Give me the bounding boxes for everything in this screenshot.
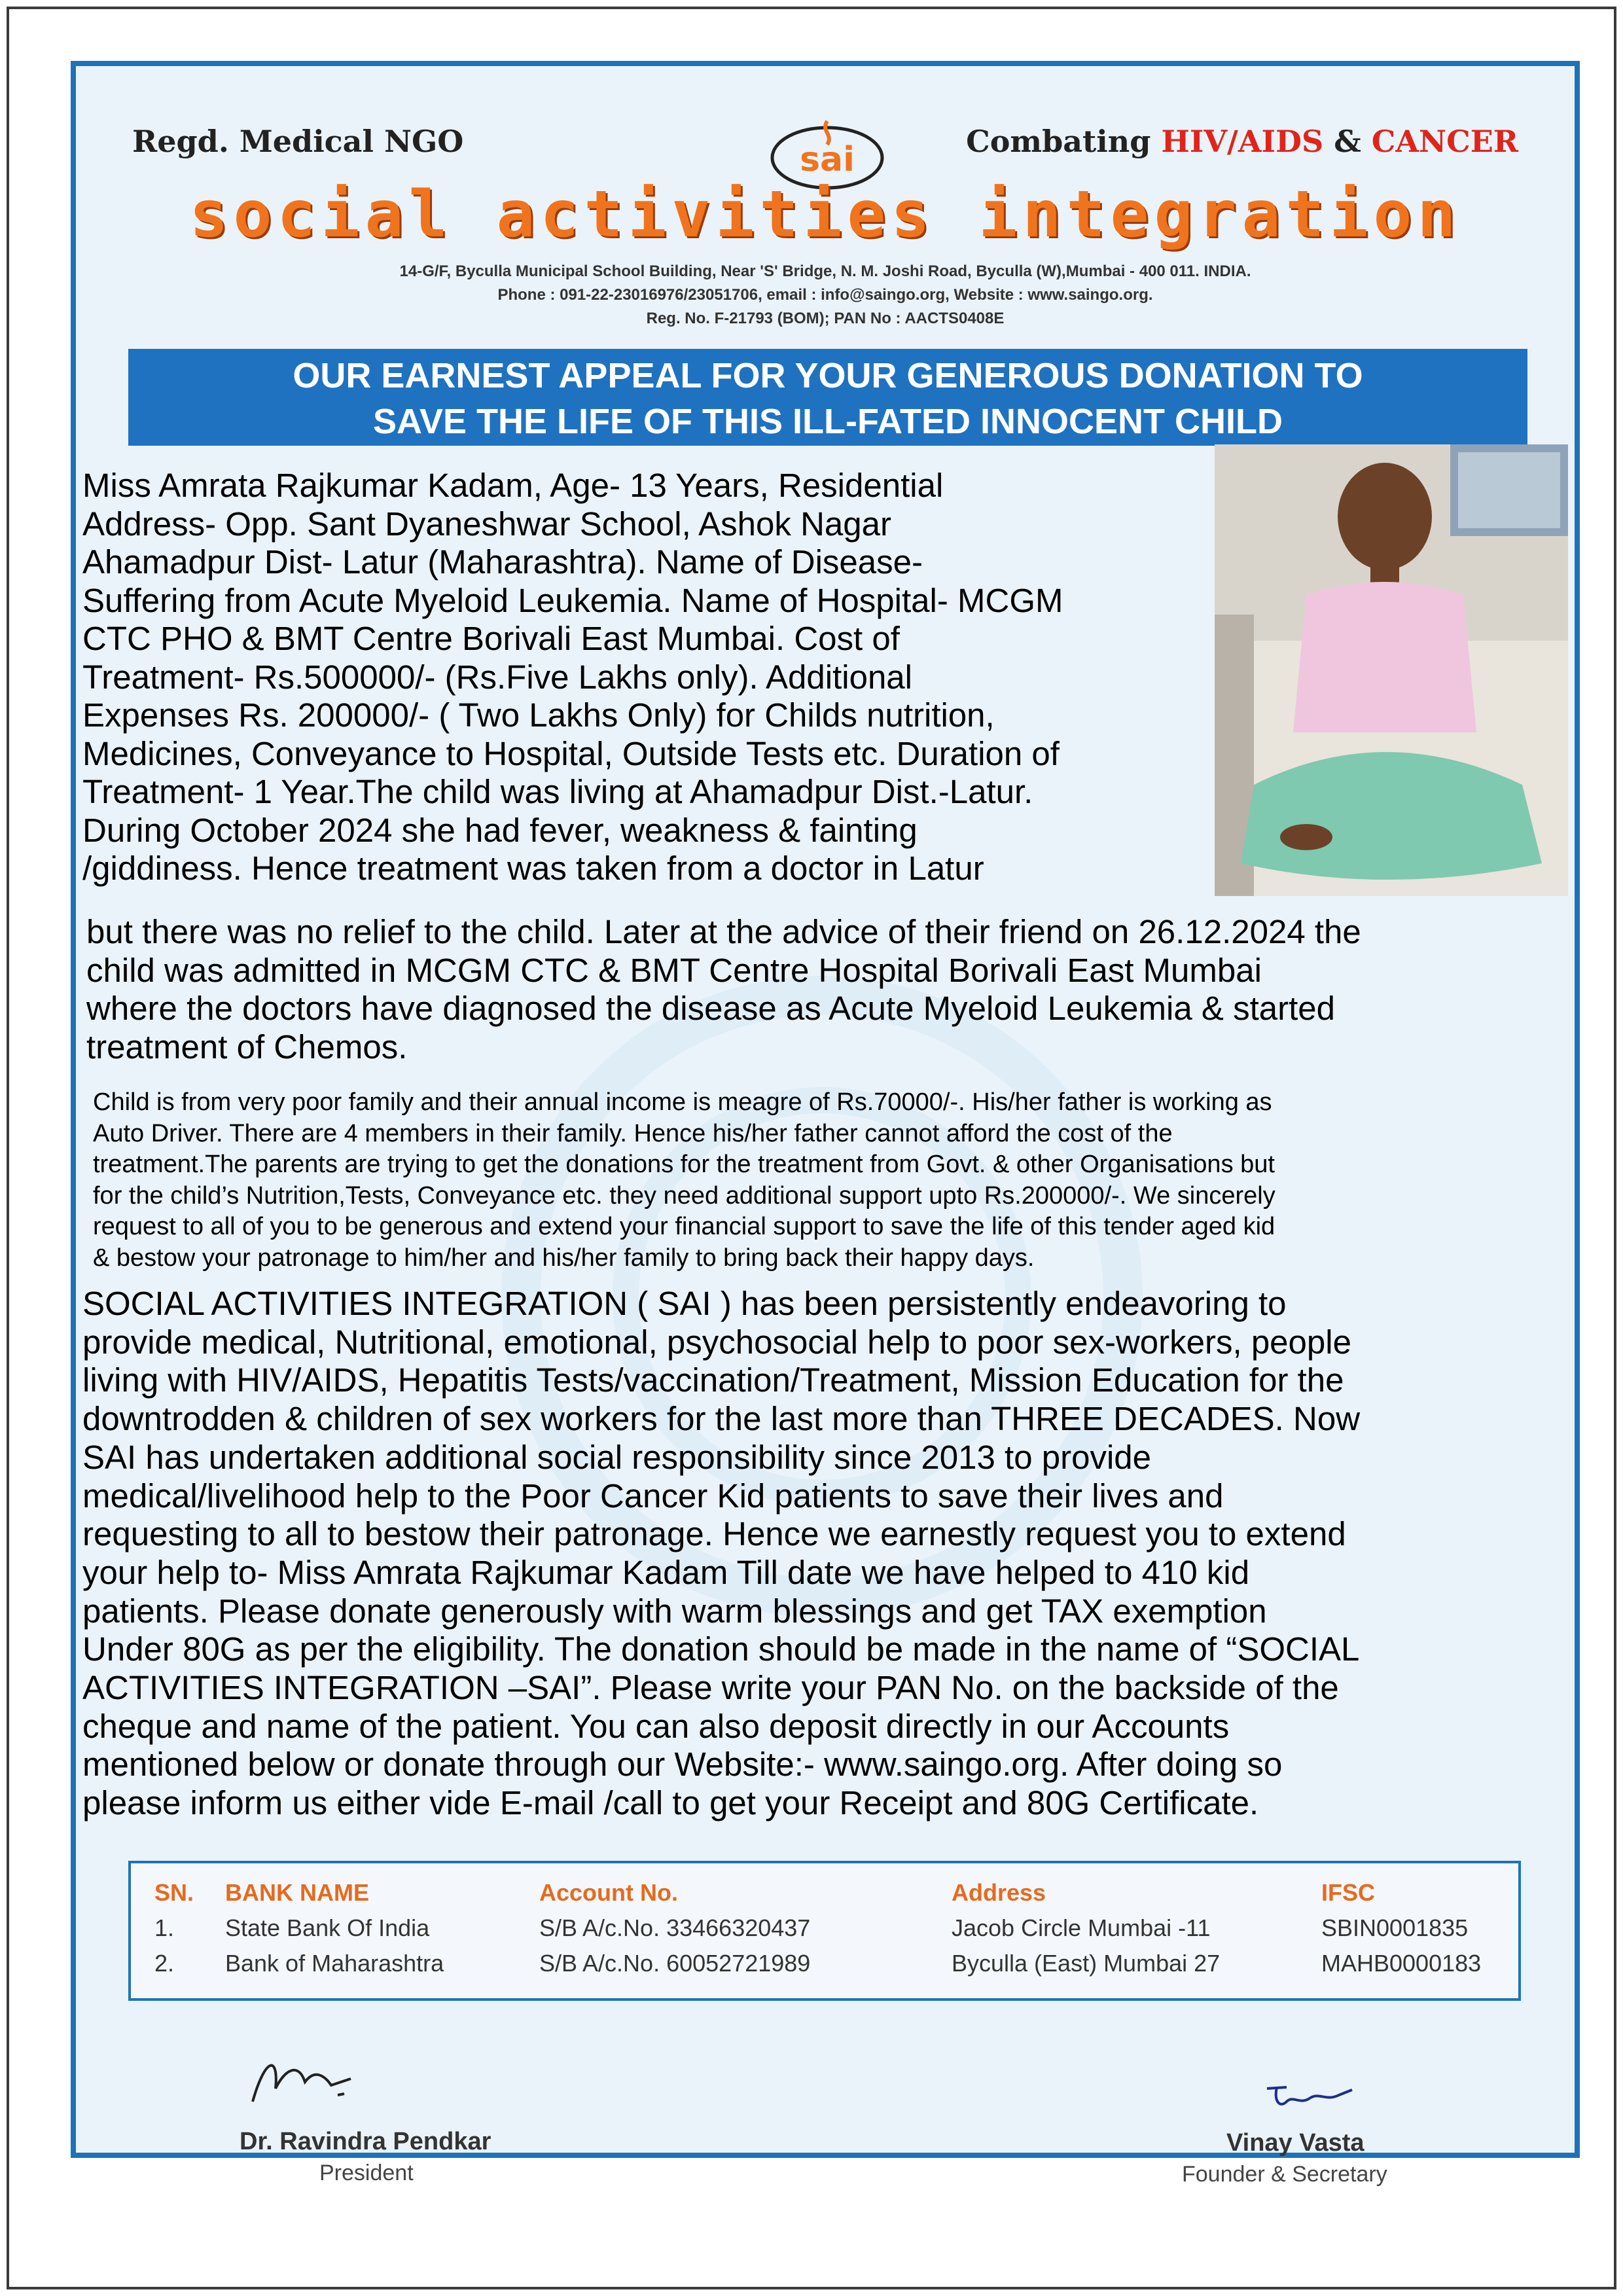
text-line: patients. Please donate generously with warm blessings and get TAX exemption [82, 1592, 1267, 1630]
table-header-row [154, 1876, 1518, 1910]
text-line: please inform us either vide E-mail /call to get your Receipt and 80G Certificate. [82, 1784, 1259, 1822]
tagline-amp: & [1323, 124, 1372, 159]
text-line: provide medical, Nutritional, emotional, psychosocial help to poor sex-workers, people [82, 1323, 1351, 1361]
text-line: SOCIAL ACTIVITIES INTEGRATION ( SAI ) has been persistently endeavoring to [82, 1285, 1287, 1322]
appeal-banner [128, 349, 1527, 446]
text-line: living with HIV/AIDS, Hepatitis Tests/vaccination/Treatment, Mission Education for the [82, 1361, 1344, 1399]
family-situation-paragraph [93, 1087, 1565, 1274]
text-line: child was admitted in MCGM CTC & BMT Centre Hospital Borivali East Mumbai [86, 951, 1262, 989]
secretary-title: Founder & Secretary [1182, 2162, 1387, 2187]
table-cell: State Bank Of India [225, 1914, 430, 1941]
mission-tagline [966, 124, 1518, 159]
text-line: where the doctors have diagnosed the disease as Acute Myeloid Leukemia & started [86, 990, 1335, 1027]
address-line: 14-G/F, Byculla Municipal School Building, Near 'S' Bridge, N. M. Joshi Road, Byculla (W),Mumbai - 400 011. INDIA. [399, 262, 1251, 280]
appeal-letter [71, 61, 1580, 2187]
column-header: SN. [154, 1879, 194, 1906]
text-line: /giddiness. Hence treatment was taken from a doctor in Latur [82, 850, 984, 887]
tagline-cancer: CANCER [1371, 124, 1518, 159]
secretary-name: Vinay Vasta [1226, 2129, 1364, 2157]
table-cell: 2. [154, 1950, 175, 1977]
text-line: Address- Opp. Sant Dyaneshwar School, Ashok Nagar [82, 505, 891, 543]
column-header: IFSC [1321, 1879, 1376, 1906]
text-line: treatment of Chemos. [86, 1028, 408, 1066]
tagline-hiv: HIV/AIDS [1161, 124, 1324, 159]
bank-details-table [154, 1876, 1518, 1981]
bank-details-box [128, 1861, 1521, 2001]
text-line: mentioned below or donate through our Website:- www.saingo.org. After doing so [82, 1746, 1283, 1784]
column-header: Address [952, 1879, 1046, 1906]
text-line: SAI has undertaken additional social responsibility since 2013 to provide [82, 1438, 1151, 1476]
text-line: requesting to all to bestow their patronage. Hence we earnestly request you to extend [82, 1515, 1346, 1553]
table-cell: S/B A/c.No. 33466320437 [539, 1914, 811, 1941]
svg-text:sai: sai [800, 140, 855, 179]
table-cell: SBIN0001835 [1321, 1914, 1469, 1941]
president-title: President [319, 2161, 414, 2185]
table-row [154, 1910, 1518, 1946]
text-line: request to all of you to be generous and extend your financial support to save the life of this tender aged kid [93, 1213, 1275, 1240]
organization-name: social activities integration [189, 177, 1461, 252]
text-line: for the child’s Nutrition,Tests, Conveyance etc. they need additional support upto Rs.200000/-. We sincerely [93, 1181, 1275, 1210]
child-photo [1215, 444, 1568, 896]
appeal-line-1: OUR EARNEST APPEAL FOR YOUR GENEROUS DONATION TO [293, 356, 1363, 395]
president-signature [240, 2049, 383, 2115]
table-cell: Bank of Maharashtra [225, 1950, 444, 1977]
text-line: & bestow your patronage to him/her and his/her family to bring back their happy days. [93, 1244, 1035, 1272]
text-line: ACTIVITIES INTEGRATION –SAI”. Please write your PAN No. on the backside of the [82, 1669, 1339, 1707]
table-cell: MAHB0000183 [1321, 1950, 1482, 1977]
text-line: Expenses Rs. 200000/- ( Two Lakhs Only) for Childs nutrition, [82, 696, 995, 734]
column-header: Account No. [539, 1879, 678, 1906]
table-row [154, 1946, 1518, 1981]
text-line: Miss Amrata Rajkumar Kadam, Age- 13 Years, Residential [82, 467, 944, 504]
secretary-signature [1254, 2069, 1372, 2121]
text-line: treatment.The parents are trying to get the donations for the treatment from Govt. & other Organisations but [93, 1151, 1275, 1178]
column-header: BANK NAME [225, 1879, 369, 1906]
text-line: Auto Driver. There are 4 members in their family. Hence his/her father cannot afford the cost of the [93, 1119, 1173, 1147]
registration-label: Regd. Medical NGO [132, 124, 464, 159]
text-line: your help to- Miss Amrata Rajkumar Kadam Till date we have helped to 410 kid [82, 1553, 1250, 1591]
table-cell: Jacob Circle Mumbai -11 [952, 1914, 1211, 1941]
table-cell: 1. [154, 1914, 175, 1941]
text-line: downtrodden & children of sex workers for the last more than THREE DECADES. Now [82, 1400, 1361, 1438]
text-line: During October 2024 she had fever, weakness & fainting [82, 811, 918, 849]
text-line: CTC PHO & BMT Centre Borivali East Mumbai. Cost of [82, 620, 900, 657]
text-line: Medicines, Conveyance to Hospital, Outside Tests etc. Duration of [82, 734, 1060, 772]
contact-line: Phone : 091-22-23016976/23051706, email : info@saingo.org, Website : www.saingo.org. [497, 286, 1153, 304]
table-cell: Byculla (East) Mumbai 27 [952, 1950, 1221, 1977]
text-line: Suffering from Acute Myeloid Leukemia. Name of Hospital- MCGM [82, 581, 1063, 619]
text-line: cheque and name of the patient. You can also deposit directly in our Accounts [82, 1707, 1230, 1745]
patient-details-paragraph [82, 467, 1215, 888]
treatment-history-paragraph [86, 913, 1572, 1066]
appeal-line-2: SAVE THE LIFE OF THIS ILL-FATED INNOCENT CHILD [373, 402, 1283, 441]
text-line: Treatment- Rs.500000/- (Rs.Five Lakhs only). Additional [82, 658, 913, 696]
text-line: Child is from very poor family and their annual income is meagre of Rs.70000/-. His/her father is working as [93, 1088, 1272, 1116]
tagline-prefix: Combating [966, 124, 1162, 159]
text-line: Under 80G as per the eligibility. The donation should be made in the name of “SOCIAL [82, 1630, 1360, 1668]
text-line: Treatment- 1 Year.The child was living at Ahamadpur Dist.-Latur. [82, 773, 1033, 810]
president-name: Dr. Ravindra Pendkar [240, 2128, 491, 2155]
text-line: but there was no relief to the child. Later at the advice of their friend on 26.12.2024 the [86, 913, 1361, 950]
organization-appeal-paragraph [82, 1285, 1575, 1823]
table-cell: S/B A/c.No. 60052721989 [539, 1950, 811, 1977]
text-line: Ahamadpur Dist- Latur (Maharashtra). Name of Disease- [82, 543, 923, 581]
registration-line: Reg. No. F-21793 (BOM); PAN No : AACTS0408E [646, 310, 1005, 327]
text-line: medical/livelihood help to the Poor Cancer Kid patients to save their lives and [82, 1477, 1224, 1515]
